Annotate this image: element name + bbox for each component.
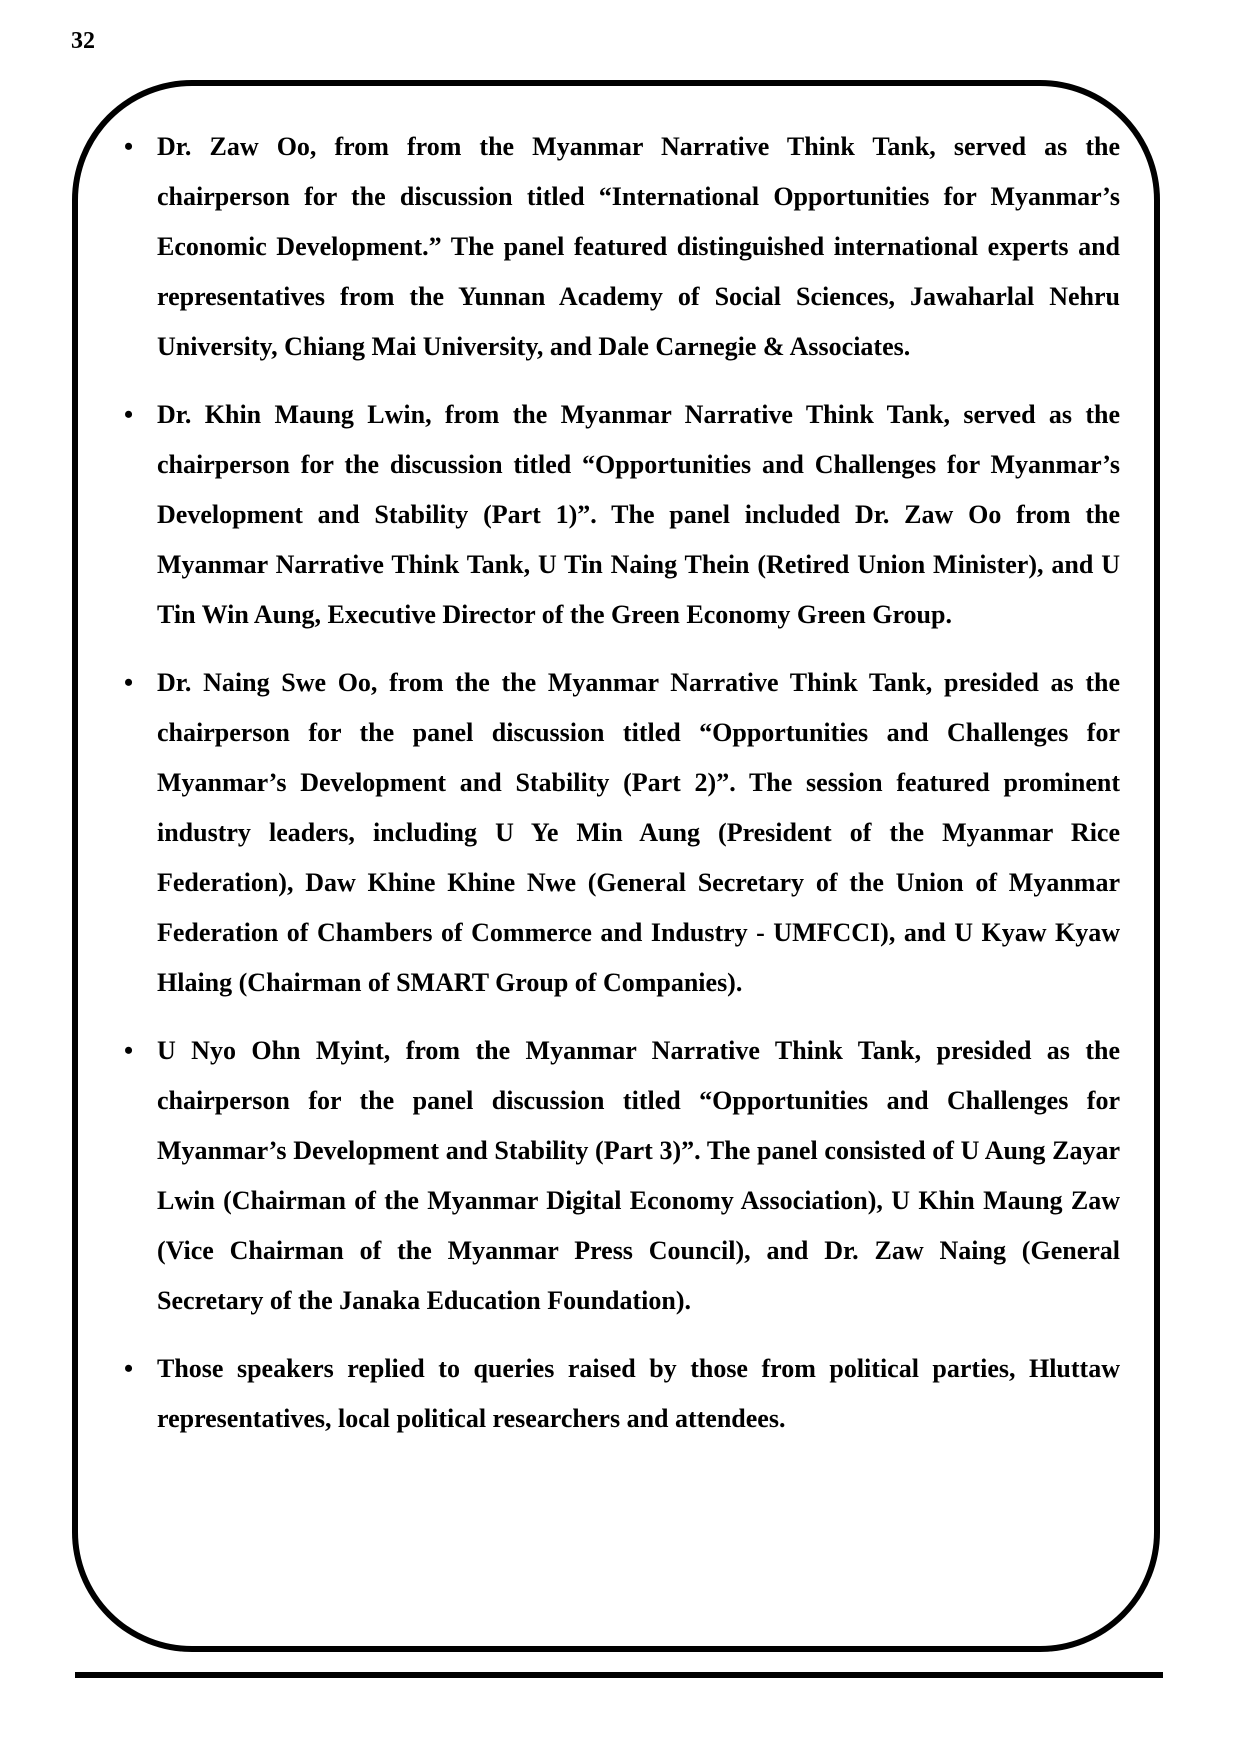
bullet-icon: •	[124, 132, 134, 161]
bullet-text: U Nyo Ohn Myint, from the Myanmar Narrative Think Tank, presided as the chairperson for the panel discussion titled “Opportunities and Challenges for Myanmar’s Development and Stability (Part 3)”. The panel consisted of U Aung Zayar Lwin (Chairman of the Myanmar Digital Economy Association), U Khin Maung Zaw (Vice Chairman of the Myanmar Press Council), and Dr. Zaw Naing (General Secretary of the Janaka Education Foundation).	[157, 1036, 1120, 1315]
page-number: 32	[71, 28, 95, 54]
bullet-icon: •	[124, 1036, 134, 1065]
bullet-text: Dr. Khin Maung Lwin, from the Myanmar Narrative Think Tank, served as the chairperson for the discussion titled “Opportunities and Challenges for Myanmar’s Development and Stability (Part 1)”. The panel included Dr. Zaw Oo from the Myanmar Narrative Think Tank, U Tin Naing Thein (Retired Union Minister), and U Tin Win Aung, Executive Director of the Green Economy Green Group.	[157, 400, 1120, 629]
list-item	[124, 1344, 1120, 1444]
bullet-text: Dr. Zaw Oo, from from the Myanmar Narrative Think Tank, served as the chairperson for the discussion titled “International Opportunities for Myanmar’s Economic Development.” The panel featured distinguished international experts and representatives from the Yunnan Academy of Social Sciences, Jawaharlal Nehru University, Chiang Mai University, and Dale Carnegie & Associates.	[157, 132, 1120, 361]
rounded-border-box	[72, 80, 1160, 1652]
list-item	[124, 122, 1120, 372]
bullet-icon: •	[124, 668, 134, 697]
footer-rule	[75, 1672, 1163, 1678]
bullet-icon: •	[124, 1354, 134, 1383]
list-item	[124, 658, 1120, 1008]
list-item	[124, 390, 1120, 640]
list-item	[124, 1026, 1120, 1326]
bullet-text: Those speakers replied to queries raised by those from political parties, Hluttaw representatives, local political researchers and attendees.	[157, 1354, 1120, 1433]
bullet-icon: •	[124, 400, 134, 429]
bullet-text: Dr. Naing Swe Oo, from the the Myanmar Narrative Think Tank, presided as the chairperson for the panel discussion titled “Opportunities and Challenges for Myanmar’s Development and Stability (Part 2)”. The session featured prominent industry leaders, including U Ye Min Aung (President of the Myanmar Rice Federation), Daw Khine Khine Nwe (General Secretary of the Union of Myanmar Federation of Chambers of Commerce and Industry - UMFCCI), and U Kyaw Kyaw Hlaing (Chairman of SMART Group of Companies).	[157, 668, 1120, 997]
bullet-list	[124, 122, 1120, 1444]
